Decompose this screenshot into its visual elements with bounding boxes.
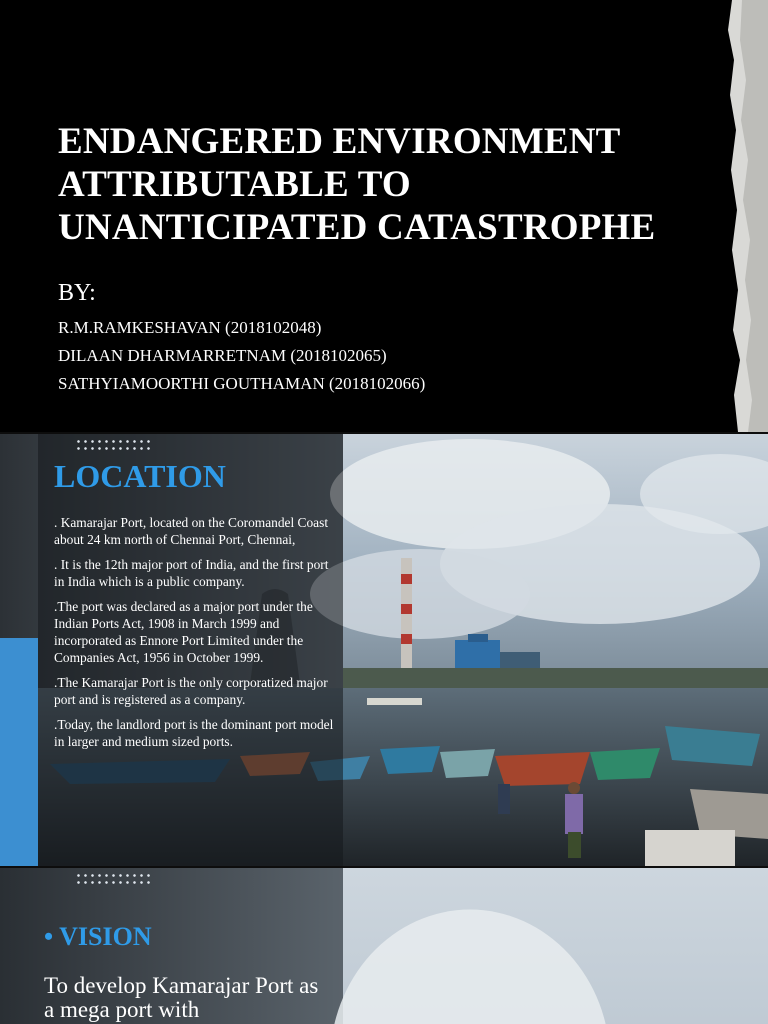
torn-paper-edge: [728, 0, 768, 432]
title-line-1: ENDANGERED ENVIRONMENT: [58, 121, 621, 162]
location-bullet-3: .The port was declared as a major port under the Indian Ports Act, 1908 in March 1999 and incorporated as Ennore Port Limited under the Companies Act, 1956 in October 1999.: [54, 599, 313, 665]
vision-slide: [0, 868, 768, 1024]
author-list: [58, 314, 425, 398]
vision-text: To develop Kamarajar Port as a mega port with: [44, 973, 319, 1022]
author-1: R.M.RAMKESHAVAN (2018102048): [58, 318, 322, 337]
title-slide: [0, 0, 768, 432]
author-3: SATHYIAMOORTHI GOUTHAMAN (2018102066): [58, 374, 426, 393]
dot-pattern: [75, 438, 150, 452]
author-2: DILAAN DHARMARRETNAM (2018102065): [58, 346, 387, 365]
location-bullet-5: .Today, the landlord port is the dominant port model in larger and medium sized ports.: [54, 717, 334, 749]
by-label: BY:: [58, 280, 96, 306]
accent-bar: [0, 638, 38, 866]
title-line-2: ATTRIBUTABLE TO: [58, 164, 411, 205]
location-bullet-4: .The Kamarajar Port is the only corporatized major port and is registered as a company.: [54, 675, 328, 707]
title-line-3: UNANTICIPATED CATASTROPHE: [58, 207, 656, 248]
location-heading: LOCATION: [54, 458, 226, 494]
vision-heading: • VISION: [44, 922, 152, 951]
location-bullet-2: . It is the 12th major port of India, and the first port in India which is a public company.: [54, 557, 329, 589]
presentation-title: [58, 120, 718, 249]
dot-pattern-vision: [75, 872, 150, 886]
location-slide: [0, 434, 768, 866]
location-bullets: [54, 514, 336, 758]
location-bullet-1: . Kamarajar Port, located on the Coromandel Coast about 24 km north of Chennai Port, Chennai,: [54, 515, 329, 547]
